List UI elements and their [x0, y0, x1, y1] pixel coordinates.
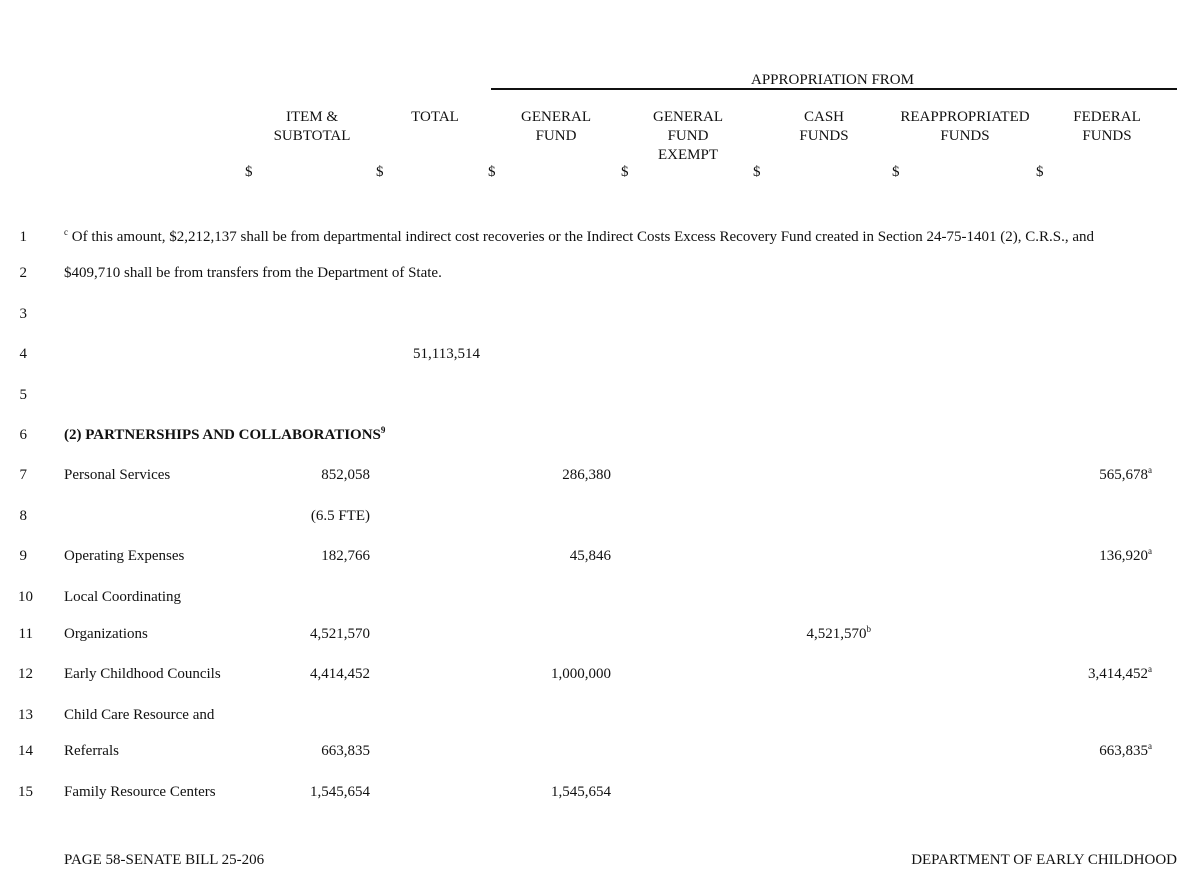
cash-funds-value	[771, 626, 871, 643]
line-number: 4	[19, 346, 27, 362]
col-header-line: REAPPROPRIATED	[900, 109, 1030, 125]
line-number: 2	[19, 265, 27, 281]
item-subtotal-value: 4,414,452	[310, 666, 370, 682]
footnote-marker: 9	[380, 425, 386, 435]
item-subtotal-value: 4,521,570	[310, 626, 370, 642]
line-number: 3	[19, 306, 27, 322]
line-item-label: Organizations	[64, 626, 148, 642]
line-number: 12	[18, 666, 33, 682]
appropriation-from-heading: APPROPRIATION FROM	[751, 72, 914, 88]
item-subtotal-value: 663,835	[321, 743, 370, 759]
line-item-label: Personal Services	[64, 467, 171, 483]
page-footer-right: DEPARTMENT OF EARLY CHILDHOOD	[911, 852, 1177, 868]
federal-funds-value	[1052, 666, 1152, 683]
general-fund-value: 1,545,654	[551, 784, 611, 800]
footnote-marker: b	[866, 624, 871, 634]
line-item-label: Referrals	[64, 743, 119, 759]
line-item-label: Child Care Resource and	[64, 707, 215, 723]
federal-funds-value	[1052, 548, 1152, 565]
col-header-line: ITEM &	[285, 109, 339, 125]
federal-funds-amount: 3,414,452	[1088, 666, 1148, 682]
col-header-item-subtotal	[252, 108, 372, 146]
col-header-line: FUND	[535, 128, 577, 144]
item-subtotal-value: 852,058	[321, 467, 370, 483]
col-header-reappropriated-funds	[885, 108, 1045, 146]
line-item-label: Operating Expenses	[64, 548, 185, 564]
col-header-federal-funds	[1057, 108, 1157, 146]
col-header-line: EXEMPT	[658, 147, 718, 163]
general-fund-value: 45,846	[569, 548, 611, 564]
dollar-sign: $	[245, 164, 253, 180]
col-header-cash-funds	[774, 108, 874, 146]
division-total: 51,113,514	[413, 346, 480, 362]
col-header-line: TOTAL	[411, 109, 459, 125]
col-header-line: FUNDS	[1082, 128, 1132, 144]
line-number: 7	[19, 467, 27, 483]
federal-funds-amount: 565,678	[1099, 467, 1148, 483]
col-header-line: SUBTOTAL	[273, 128, 351, 144]
line-item-label: Family Resource Centers	[64, 784, 216, 800]
general-fund-value: 1,000,000	[551, 666, 611, 682]
line-number: 1	[19, 229, 27, 245]
dollar-sign: $	[376, 164, 384, 180]
col-header-general-fund-exempt	[638, 108, 738, 165]
footnote-body: Of this amount, $2,212,137 shall be from departmental indirect cost recoveries or the Indirect Costs Excess Recovery Fund created in Section 24-75-1401 (2), C.R.S., and	[68, 229, 1095, 245]
footnote-marker: c	[64, 227, 68, 237]
col-header-line: GENERAL	[521, 109, 591, 125]
line-number: 15	[18, 784, 33, 800]
line-number: 11	[18, 626, 33, 642]
line-number: 13	[18, 707, 33, 723]
item-subtotal-value: 182,766	[321, 548, 370, 564]
col-header-line: FUNDS	[940, 128, 990, 144]
federal-funds-value	[1052, 743, 1152, 760]
dollar-sign: $	[753, 164, 761, 180]
line-item-label: Local Coordinating	[64, 589, 182, 605]
col-header-general-fund	[506, 108, 606, 146]
dollar-sign: $	[488, 164, 496, 180]
dollar-sign: $	[892, 164, 900, 180]
line-number: 6	[19, 427, 27, 443]
fte-value: (6.5 FTE)	[310, 508, 370, 524]
col-header-total	[395, 108, 475, 127]
footnote-c-continuation: $409,710 shall be from transfers from the Department of State.	[64, 265, 442, 281]
footnote-marker: a	[1148, 664, 1152, 674]
line-item-label: Early Childhood Councils	[64, 666, 221, 682]
footnote-marker: a	[1148, 465, 1152, 475]
col-header-line: FUND	[667, 128, 709, 144]
line-number: 14	[18, 743, 33, 759]
general-fund-value: 286,380	[562, 467, 611, 483]
footnote-c-text	[64, 229, 1094, 246]
line-number: 5	[19, 387, 27, 403]
col-header-line: FUNDS	[799, 128, 849, 144]
col-header-line: GENERAL	[653, 109, 723, 125]
line-number: 8	[19, 508, 27, 524]
federal-funds-amount: 136,920	[1099, 548, 1148, 564]
col-header-line: FEDERAL	[1073, 109, 1141, 125]
footnote-marker: a	[1148, 546, 1152, 556]
dollar-sign: $	[621, 164, 629, 180]
page-footer-left: PAGE 58-SENATE BILL 25-206	[64, 852, 265, 868]
col-header-line: CASH	[803, 109, 844, 125]
item-subtotal-value: 1,545,654	[310, 784, 370, 800]
line-number: 9	[19, 548, 27, 564]
section-heading-text: (2) PARTNERSHIPS AND COLLABORATIONS	[64, 427, 381, 443]
cash-funds-amount: 4,521,570	[806, 626, 867, 642]
appropriation-rule	[491, 88, 1177, 90]
footnote-marker: a	[1148, 741, 1152, 751]
federal-funds-value	[1052, 467, 1152, 484]
dollar-sign: $	[1036, 164, 1044, 180]
line-number: 10	[18, 589, 33, 605]
federal-funds-amount: 663,835	[1099, 743, 1148, 759]
section-heading	[64, 427, 385, 444]
